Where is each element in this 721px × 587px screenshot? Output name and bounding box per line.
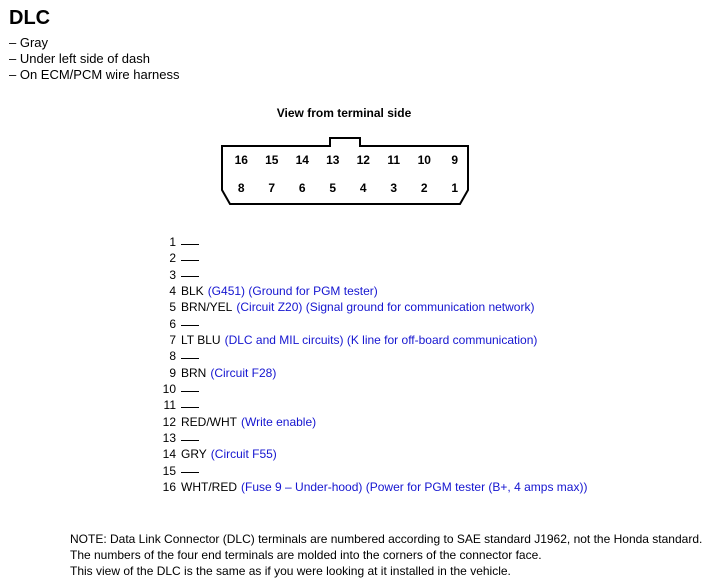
pin-row <box>150 381 587 397</box>
pin-number: 8 <box>169 349 176 364</box>
unused-pin-dash <box>181 391 199 392</box>
pin-description: (Write enable) <box>241 414 317 429</box>
pin-row <box>150 479 587 495</box>
footnote <box>70 531 702 579</box>
unused-pin-dash <box>181 472 199 473</box>
unused-pin-dash <box>181 407 199 408</box>
wire-color: BRN/YEL <box>181 300 233 315</box>
pin-row <box>150 365 587 381</box>
note-line: – On ECM/PCM wire harness <box>9 67 180 82</box>
pin-number: 12 <box>162 414 176 429</box>
connector-pin-number: 9 <box>451 153 459 167</box>
connector-pin-number: 2 <box>420 181 428 195</box>
wire-color: WHT/RED <box>181 480 237 495</box>
pin-row <box>150 430 587 446</box>
pin-row <box>150 463 587 479</box>
pin-number: 2 <box>169 251 176 266</box>
wire-color: LT BLU <box>181 333 221 348</box>
connector-pin-number: 12 <box>356 153 370 167</box>
connector-pin-number: 16 <box>234 153 248 167</box>
pin-row <box>150 250 587 266</box>
connector-outline <box>222 146 468 204</box>
unused-pin-dash <box>181 276 199 277</box>
page-title: DLC <box>9 7 51 29</box>
unused-pin-dash <box>181 244 199 245</box>
pin-row <box>150 299 587 315</box>
note-line: – Gray <box>9 35 49 50</box>
pin-row <box>150 234 587 250</box>
connector-pin-number: 7 <box>268 181 276 195</box>
pin-description: (DLC and MIL circuits) (K line for off-board communication) <box>224 333 538 348</box>
pin-number: 3 <box>169 267 176 282</box>
pin-number: 9 <box>169 365 176 380</box>
footnote-line: This view of the DLC is the same as if you were looking at it installed in the vehicle. <box>70 564 511 578</box>
connector-pin-number: 5 <box>329 181 337 195</box>
connector-pin-number: 11 <box>387 153 401 167</box>
pin-number: 16 <box>162 480 176 495</box>
connector-pin-number: 6 <box>298 181 306 195</box>
pin-number: 4 <box>169 284 176 299</box>
footnote-line: The numbers of the four end terminals are molded into the corners of the connector face. <box>70 548 542 562</box>
note-line: – Under left side of dash <box>9 51 150 66</box>
pin-number: 14 <box>162 447 176 462</box>
pin-description: (Circuit F55) <box>210 447 277 462</box>
pin-number: 1 <box>169 235 176 250</box>
pin-number: 5 <box>169 300 176 315</box>
pin-number: 11 <box>163 398 176 413</box>
pin-row <box>150 332 587 348</box>
wire-color: RED/WHT <box>181 414 237 429</box>
pin-row <box>150 446 587 462</box>
pin-number: 7 <box>169 333 176 348</box>
wire-color: BLK <box>181 284 204 299</box>
pin-description: (Circuit Z20) (Signal ground for communication network) <box>236 300 535 315</box>
pin-assignment-list <box>150 234 587 495</box>
view-label: View from terminal side <box>276 106 412 120</box>
pin-number: 15 <box>162 463 176 478</box>
unused-pin-dash <box>181 325 199 326</box>
connector-pin-number: 8 <box>237 181 245 195</box>
pin-row <box>150 348 587 364</box>
connector-pin-number: 14 <box>295 153 309 167</box>
wire-color: BRN <box>181 365 207 380</box>
pin-row <box>150 414 587 430</box>
connector-pin-number: 1 <box>451 181 459 195</box>
pin-row <box>150 316 587 332</box>
pin-number: 6 <box>169 316 176 331</box>
unused-pin-dash <box>181 440 199 441</box>
pin-row <box>150 397 587 413</box>
unused-pin-dash <box>181 260 199 261</box>
connector-pin-number: 4 <box>359 181 367 195</box>
connector-pin-number: 10 <box>417 153 431 167</box>
connector-pin-number: 13 <box>326 153 340 167</box>
connector-pin-number: 15 <box>265 153 279 167</box>
wire-color: GRY <box>181 447 207 462</box>
pin-row <box>150 267 587 283</box>
pin-description: (Fuse 9 – Under-hood) (Power for PGM tester (B+, 4 amps max)) <box>241 480 588 495</box>
pin-number: 10 <box>162 382 176 397</box>
pin-description: (G451) (Ground for PGM tester) <box>207 284 378 299</box>
connector-pin-number: 3 <box>390 181 398 195</box>
pin-row <box>150 283 587 299</box>
pin-description: (Circuit F28) <box>210 365 277 380</box>
pin-number: 13 <box>162 431 176 446</box>
unused-pin-dash <box>181 358 199 359</box>
footnote-line: NOTE: Data Link Connector (DLC) terminals are numbered according to SAE standard J1962, not the Honda standard. <box>70 532 703 546</box>
